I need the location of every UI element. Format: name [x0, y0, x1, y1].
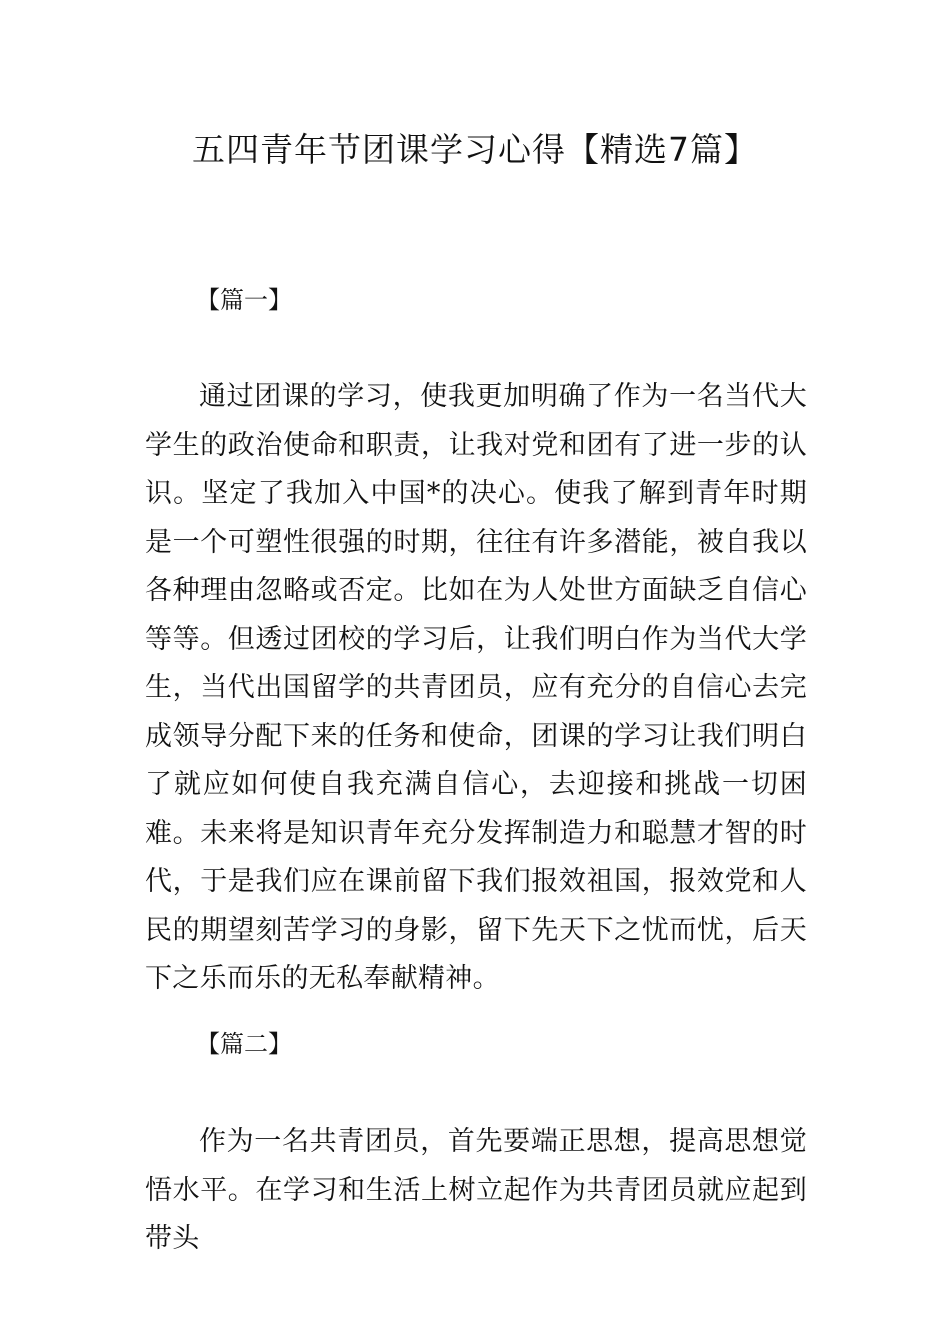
section-paragraph-2: 作为一名共青团员，首先要端正思想，提高思想觉悟水平。在学习和生活上树立起作为共青团员就应起到带头: [145, 1126, 807, 1254]
section-heading-2: 【篇二】: [196, 1030, 292, 1058]
section-paragraph-1: 通过团课的学习，使我更加明确了作为一名当代大学生的政治使命和职责，让我对党和团有了进一步的认识。坚定了我加入中国*的决心。使我了解到青年时期是一个可塑性很强的时期，往往有许多潜能，被自我以各种理由忽略或否定。比如在为人处世方面缺乏自信心等等。但透过团校的学习后，让我们明白作为当代大学生，当代出国留学的共青团员，应有充分的自信心去完成领导分配下来的任务和使命，团课的学习让我们明白了就应如何使自我充满自信心，去迎接和挑战一切困难。未来将是知识青年充分发挥制造力和聪慧才智的时代，于是我们应在课前留下我们报效祖国，报效党和人民的期望刻苦学习的身影，留下先天下之忧而忧，后天下之乐而乐的无私奉献精神。: [145, 381, 807, 994]
section-heading-1: 【篇一】: [196, 286, 292, 314]
document-title: 五四青年节团课学习心得【精选7篇】: [192, 130, 758, 169]
